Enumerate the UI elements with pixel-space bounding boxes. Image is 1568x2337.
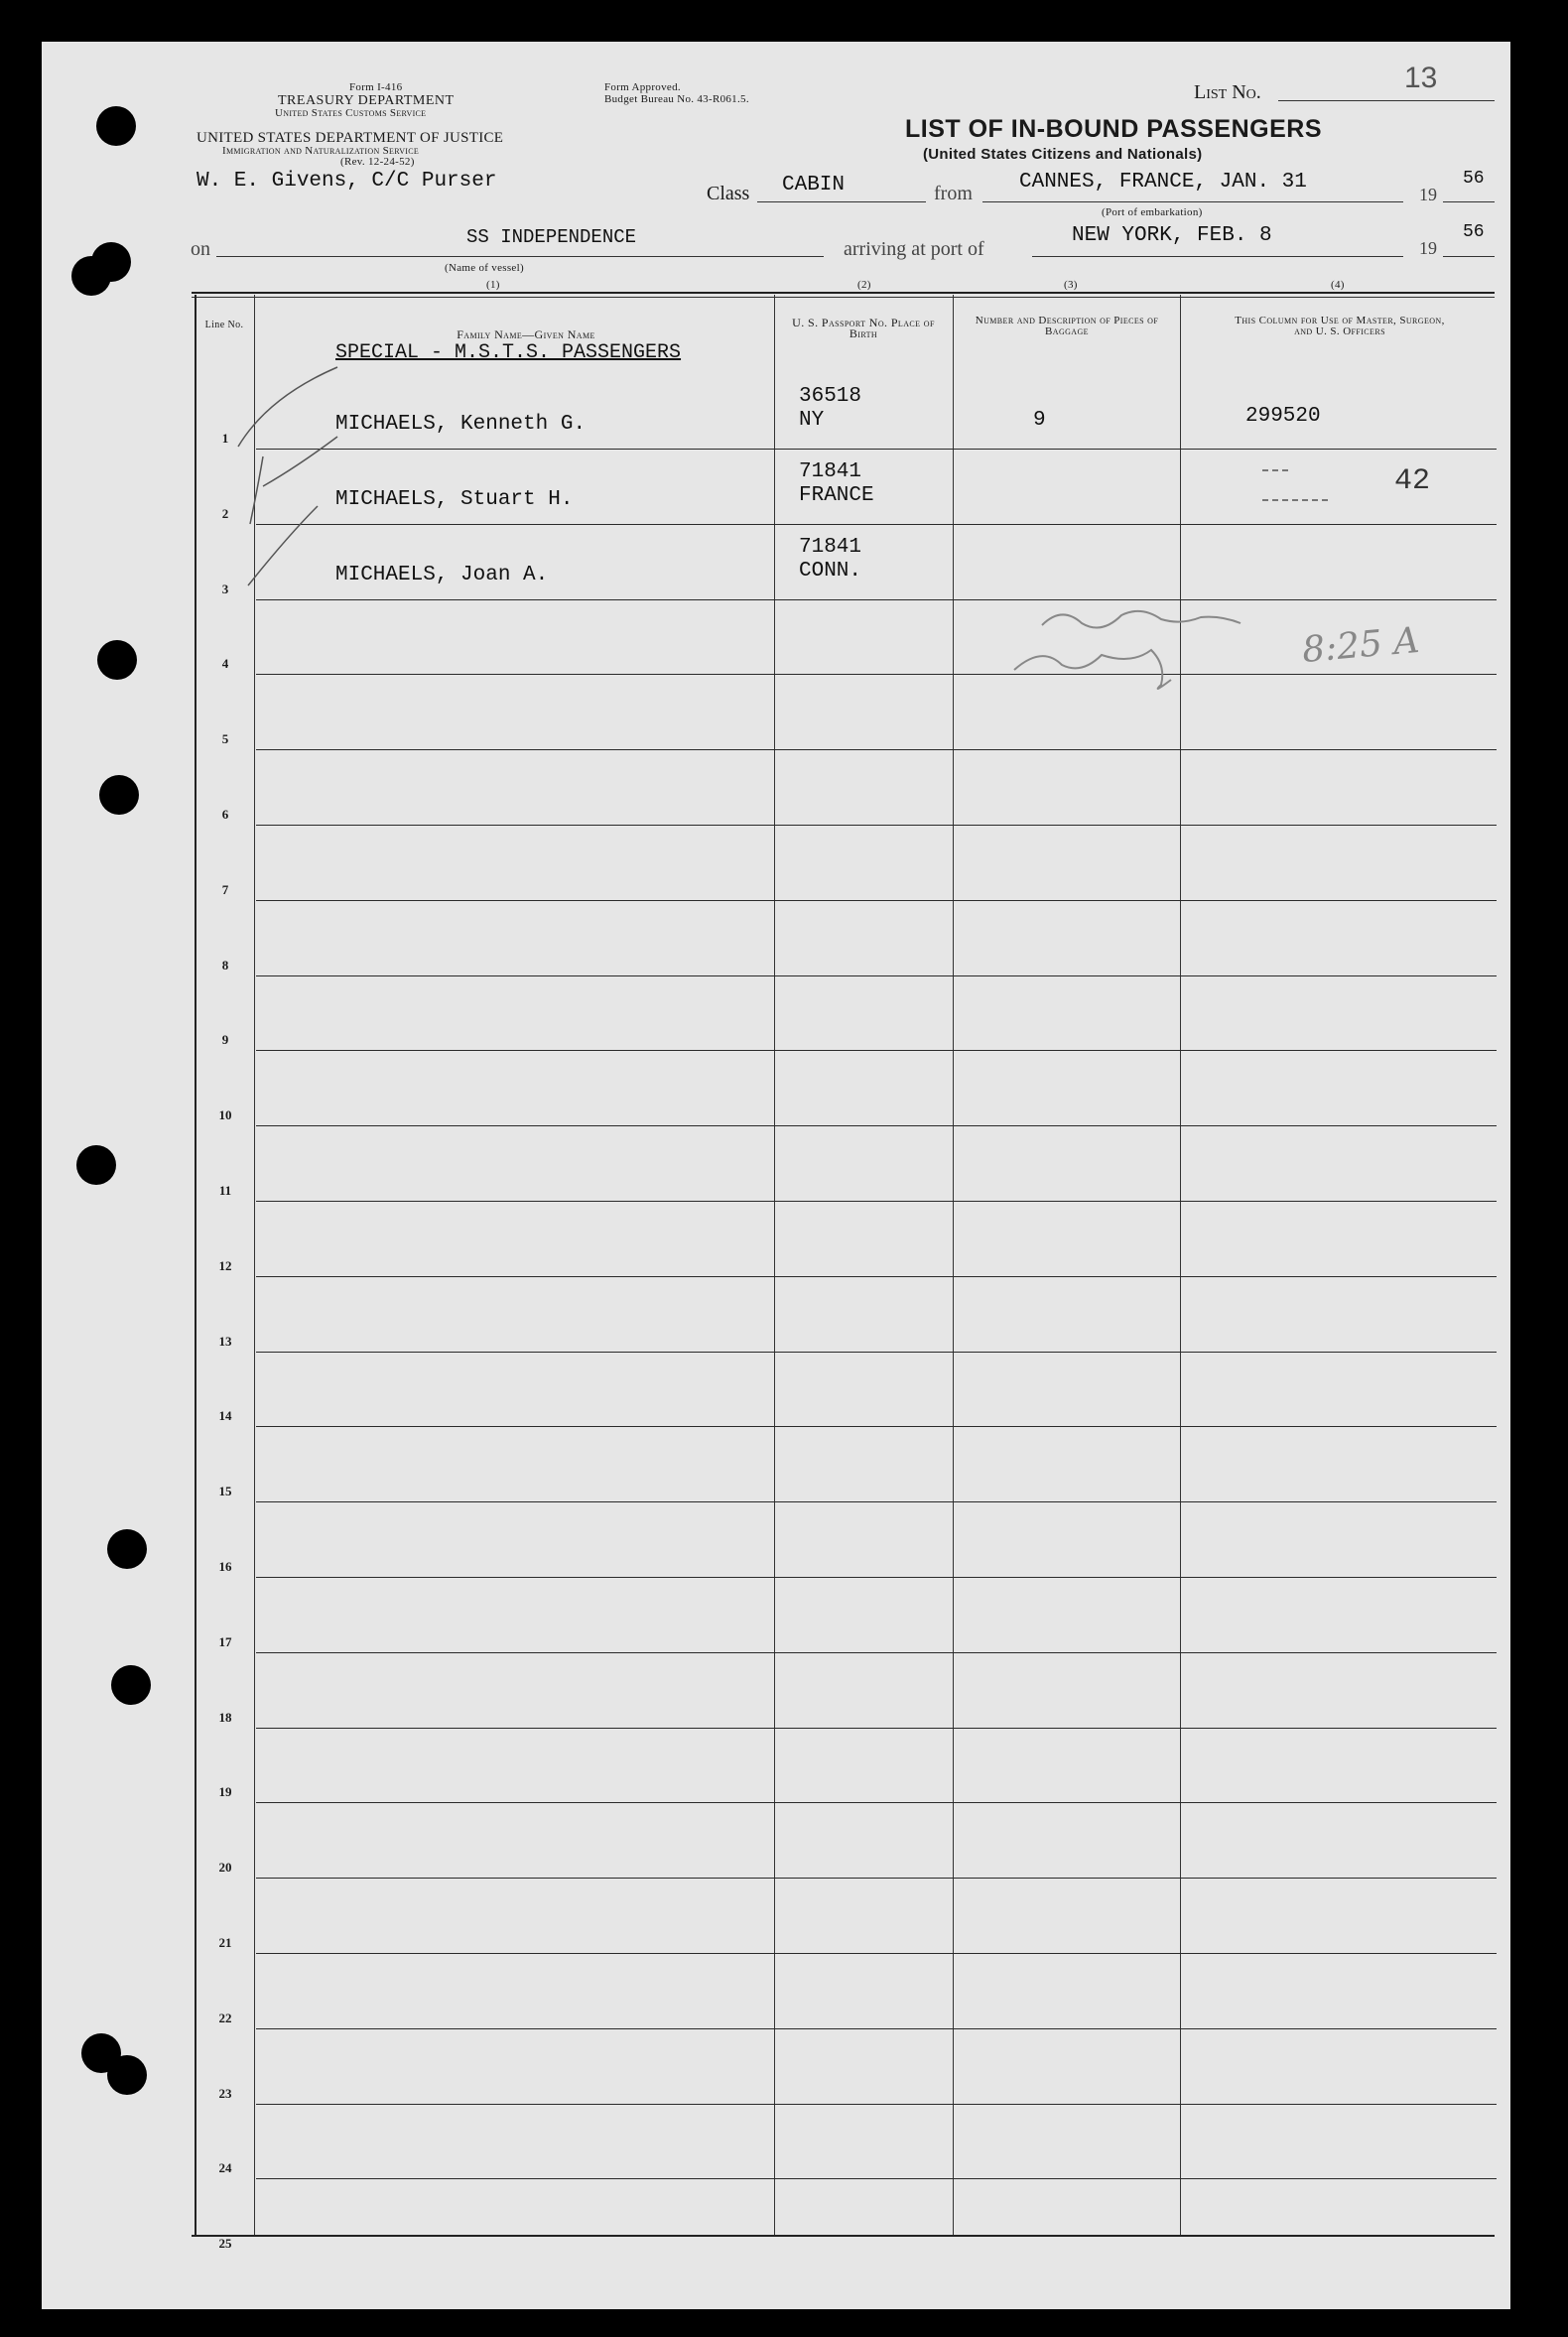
row3-birth: CONN.	[799, 560, 862, 583]
budget-bureau: Budget Bureau No. 43-R061.5.	[604, 93, 749, 105]
row-number: 13	[218, 1334, 232, 1349]
year-prefix: 19	[1419, 185, 1437, 204]
row-divider	[256, 1426, 1497, 1427]
row2-name: MICHAELS, Stuart H.	[335, 488, 574, 511]
col-divider-baggage	[1180, 295, 1181, 2235]
table-top-line	[192, 292, 1495, 294]
table-bottom-line	[192, 2235, 1495, 2237]
row-number: 21	[218, 1935, 232, 1950]
row-number: 8	[221, 958, 229, 973]
row-divider	[256, 1201, 1497, 1202]
row-divider	[256, 1802, 1497, 1803]
treasury-dept: TREASURY DEPARTMENT	[278, 93, 455, 108]
col-marker-1: (1)	[486, 279, 500, 291]
row-divider	[256, 1953, 1497, 1954]
year-line	[1443, 201, 1495, 202]
class-line	[757, 201, 926, 202]
punch-hole	[111, 1665, 151, 1705]
arrival-line	[1032, 256, 1403, 257]
row-number: 12	[218, 1258, 232, 1273]
header-baggage: Number and Description of Pieces of Baggage	[975, 315, 1159, 337]
row-divider	[256, 1652, 1497, 1653]
row-divider	[256, 1728, 1497, 1729]
header-passport: U. S. Passport No. Place of Birth	[792, 316, 935, 340]
punch-hole	[97, 640, 137, 680]
row-divider	[256, 900, 1497, 901]
form-approved: Form Approved.	[604, 81, 681, 93]
check-marks	[228, 357, 387, 595]
punch-hole	[76, 1145, 116, 1185]
row2-officer: 42	[1394, 464, 1431, 498]
row-number: 23	[218, 2086, 232, 2101]
punch-hole	[107, 2055, 147, 2095]
row-divider	[256, 1352, 1497, 1353]
header-name: Family Name—Given Name	[457, 327, 595, 341]
row-divider	[256, 2178, 1497, 2179]
row-number: 6	[221, 807, 229, 822]
col-divider-passport	[953, 295, 954, 2235]
list-no-value: 13	[1404, 62, 1438, 94]
on-label: on	[191, 238, 210, 260]
row3-passport: 71841	[799, 536, 862, 559]
punch-hole	[107, 1529, 147, 1569]
row1-baggage: 9	[1033, 409, 1046, 432]
row-divider	[256, 749, 1497, 750]
col-divider-name	[774, 295, 775, 2235]
header-line-no: Line No.	[204, 320, 244, 330]
port-caption: (Port of embarkation)	[1102, 206, 1203, 218]
row-number: 5	[221, 731, 229, 746]
list-no-line	[1278, 100, 1495, 101]
row-divider	[256, 1577, 1497, 1578]
arrival-value: NEW YORK, FEB. 8	[1072, 224, 1272, 247]
row-number: 2	[221, 506, 229, 521]
vessel-line	[216, 256, 824, 257]
class-label: Class	[707, 183, 750, 204]
row-number: 3	[221, 582, 229, 596]
row-number: 19	[218, 1784, 232, 1799]
row-divider	[256, 449, 1497, 450]
form-number: Form I-416	[349, 81, 403, 93]
from-label: from	[934, 183, 973, 204]
row-number: 14	[218, 1408, 232, 1423]
from-line	[982, 201, 1403, 202]
row2-passport: 71841	[799, 460, 862, 483]
col-marker-2: (2)	[857, 279, 871, 291]
row1-name: MICHAELS, Kenneth G.	[335, 413, 587, 436]
row-divider	[256, 674, 1497, 675]
row-number: 9	[221, 1032, 229, 1047]
row2-birth: FRANCE	[799, 484, 874, 507]
page-title: LIST OF IN-BOUND PASSENGERS	[905, 115, 1323, 143]
arriving-label: arriving at port of	[844, 238, 984, 260]
row-divider	[256, 599, 1497, 600]
purser-name: W. E. Givens, C/C Purser	[196, 170, 497, 193]
justice-dept: UNITED STATES DEPARTMENT OF JUSTICE	[196, 130, 504, 146]
row-number: 24	[218, 2160, 232, 2175]
col-marker-4: (4)	[1331, 279, 1345, 291]
row1-passport: 36518	[799, 385, 862, 408]
embark-value: CANNES, FRANCE, JAN. 31	[1019, 171, 1307, 194]
vessel-name: SS INDEPENDENCE	[466, 226, 637, 248]
year-line-2	[1443, 256, 1495, 257]
section-label: SPECIAL - M.S.T.S. PASSENGERS	[335, 341, 682, 364]
ins-service: Immigration and Naturalization Service	[222, 145, 420, 157]
row-number: 25	[218, 2236, 232, 2251]
row-number: 10	[218, 1107, 232, 1122]
list-no-label: List No.	[1194, 81, 1261, 103]
table-top-line-2	[192, 297, 1495, 298]
row-divider	[256, 825, 1497, 826]
class-value: CABIN	[782, 174, 846, 196]
punch-hole	[96, 106, 136, 146]
year-prefix-2: 19	[1419, 238, 1437, 258]
row-divider	[256, 524, 1497, 525]
revision-date: (Rev. 12-24-52)	[340, 156, 415, 168]
row-number: 16	[218, 1559, 232, 1574]
col-marker-3: (3)	[1064, 279, 1078, 291]
row-number: 20	[218, 1860, 232, 1875]
row1-officer: 299520	[1245, 405, 1321, 428]
header-officers: This Column for Use of Master, Surgeon, and U. S. Officers	[1235, 315, 1445, 337]
row-number: 11	[218, 1183, 232, 1198]
punch-hole	[91, 242, 131, 282]
punch-hole	[99, 775, 139, 815]
row-divider	[256, 975, 1497, 976]
officer-strikeout	[1260, 458, 1330, 508]
from-year: 56	[1463, 169, 1485, 189]
row-divider	[256, 1125, 1497, 1126]
row-divider	[256, 1050, 1497, 1051]
page-subtitle: (United States Citizens and Nationals)	[923, 146, 1203, 163]
row-number: 4	[221, 656, 229, 671]
arrival-year: 56	[1463, 222, 1485, 242]
row1-birth: NY	[799, 409, 825, 432]
vessel-caption: (Name of vessel)	[445, 262, 524, 274]
row-number: 7	[221, 882, 229, 897]
handwritten-time: 8:25 A	[1300, 619, 1421, 672]
customs-service: United States Customs Service	[275, 107, 427, 119]
inspector-signature	[1002, 595, 1300, 705]
row-number: 17	[218, 1634, 232, 1649]
table-left-border	[195, 295, 196, 2235]
row-number: 15	[218, 1484, 232, 1498]
row-divider	[256, 1501, 1497, 1502]
row-number: 1	[221, 431, 229, 446]
row-divider	[256, 1276, 1497, 1277]
row3-name: MICHAELS, Joan A.	[335, 564, 549, 586]
row-divider	[256, 1878, 1497, 1879]
row-number: 22	[218, 2011, 232, 2025]
row-divider	[256, 2028, 1497, 2029]
row-number: 18	[218, 1710, 232, 1725]
row-divider	[256, 2104, 1497, 2105]
